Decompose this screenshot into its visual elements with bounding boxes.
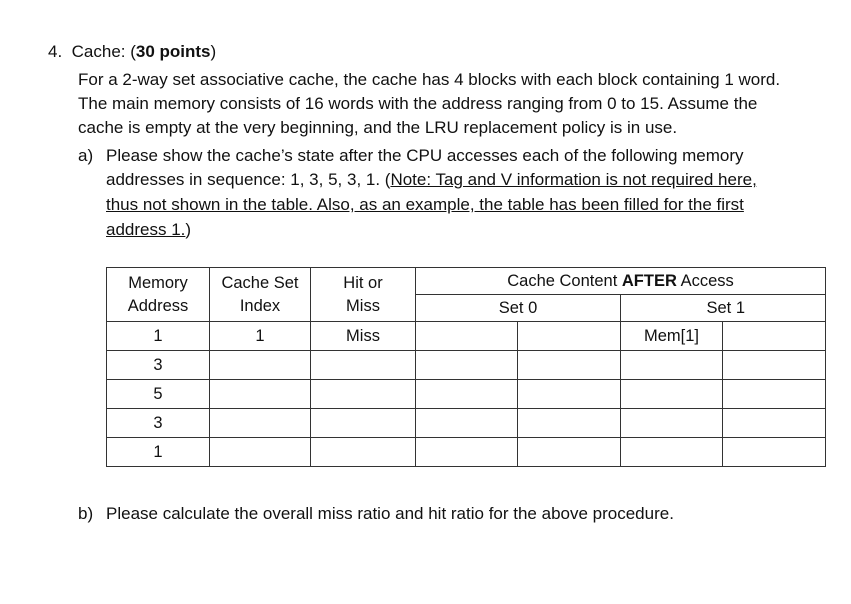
cell-set0-way0 bbox=[416, 438, 518, 467]
part-a-line-1: Please show the cache’s state after the CPU accesses each of the following memory bbox=[106, 146, 744, 165]
cell-set1-way1 bbox=[723, 351, 826, 380]
header-hit-or-miss: Hit or Miss bbox=[311, 268, 416, 322]
cell-hit-miss bbox=[311, 409, 416, 438]
question-number: 4. bbox=[48, 42, 63, 61]
table-row bbox=[107, 409, 826, 438]
cell-set1-way0 bbox=[621, 409, 723, 438]
part-a-label: a) bbox=[78, 146, 94, 165]
cell-address: 5 bbox=[107, 380, 210, 409]
part-b-text: Please calculate the overall miss ratio and hit ratio for the above procedure. bbox=[106, 504, 674, 523]
cell-set0-way1 bbox=[518, 438, 621, 467]
table-row bbox=[107, 322, 826, 351]
cell-hit-miss bbox=[311, 380, 416, 409]
cell-hit-miss bbox=[311, 438, 416, 467]
cell-set1-way1 bbox=[723, 438, 826, 467]
cache-state-table bbox=[106, 267, 826, 467]
cell-index bbox=[210, 409, 311, 438]
cell-index bbox=[210, 380, 311, 409]
cell-set1-way0: Mem[1] bbox=[621, 322, 723, 351]
table-row bbox=[107, 351, 826, 380]
cell-index bbox=[210, 351, 311, 380]
part-a-line-3: thus not shown in the table. Also, as an example, the table has been filled for the first bbox=[106, 195, 744, 214]
intro-line-3: cache is empty at the very beginning, and the LRU replacement policy is in use. bbox=[78, 118, 678, 137]
question-title: 4. Cache: (30 points) bbox=[48, 42, 217, 61]
cell-index: 1 bbox=[210, 322, 311, 351]
table-row bbox=[107, 438, 826, 467]
cell-set1-way0 bbox=[621, 438, 723, 467]
cell-set0-way0 bbox=[416, 380, 518, 409]
header-set-1: Set 1 bbox=[621, 295, 826, 322]
cell-address: 3 bbox=[107, 351, 210, 380]
part-b-label: b) bbox=[78, 504, 94, 523]
cell-address: 1 bbox=[107, 322, 210, 351]
cell-hit-miss: Miss bbox=[311, 322, 416, 351]
cell-set1-way0 bbox=[621, 351, 723, 380]
cell-set0-way1 bbox=[518, 409, 621, 438]
cell-set0-way0 bbox=[416, 351, 518, 380]
intro-line-1: For a 2-way set associative cache, the cache has 4 blocks with each block containing 1 word. bbox=[78, 70, 781, 89]
cell-address: 3 bbox=[107, 409, 210, 438]
table-header-row-1 bbox=[107, 268, 826, 295]
header-cache-set-index: Cache Set Index bbox=[210, 268, 311, 322]
header-set-0: Set 0 bbox=[416, 295, 621, 322]
cell-hit-miss bbox=[311, 351, 416, 380]
header-memory-address: Memory Address bbox=[107, 268, 210, 322]
cell-set0-way1 bbox=[518, 322, 621, 351]
table-row bbox=[107, 380, 826, 409]
cell-set1-way1 bbox=[723, 409, 826, 438]
part-a-line-2: addresses in sequence: 1, 3, 5, 3, 1. (Note: Tag and V information is not required here, bbox=[106, 170, 757, 189]
cell-address: 1 bbox=[107, 438, 210, 467]
cell-set0-way0 bbox=[416, 322, 518, 351]
cell-set1-way1 bbox=[723, 380, 826, 409]
cell-set1-way1 bbox=[723, 322, 826, 351]
points-label: 30 points bbox=[135, 42, 211, 61]
cell-index bbox=[210, 438, 311, 467]
header-cache-content: Cache Content AFTER Access bbox=[416, 268, 826, 295]
cell-set0-way1 bbox=[518, 351, 621, 380]
part-a-line-4: address 1.) bbox=[106, 220, 192, 239]
cell-set1-way0 bbox=[621, 380, 723, 409]
note-text: Note: Tag and V information is not required here, bbox=[390, 170, 757, 189]
cell-set0-way1 bbox=[518, 380, 621, 409]
intro-line-2: The main memory consists of 16 words with the address ranging from 0 to 15. Assume the bbox=[78, 94, 758, 113]
cell-set0-way0 bbox=[416, 409, 518, 438]
